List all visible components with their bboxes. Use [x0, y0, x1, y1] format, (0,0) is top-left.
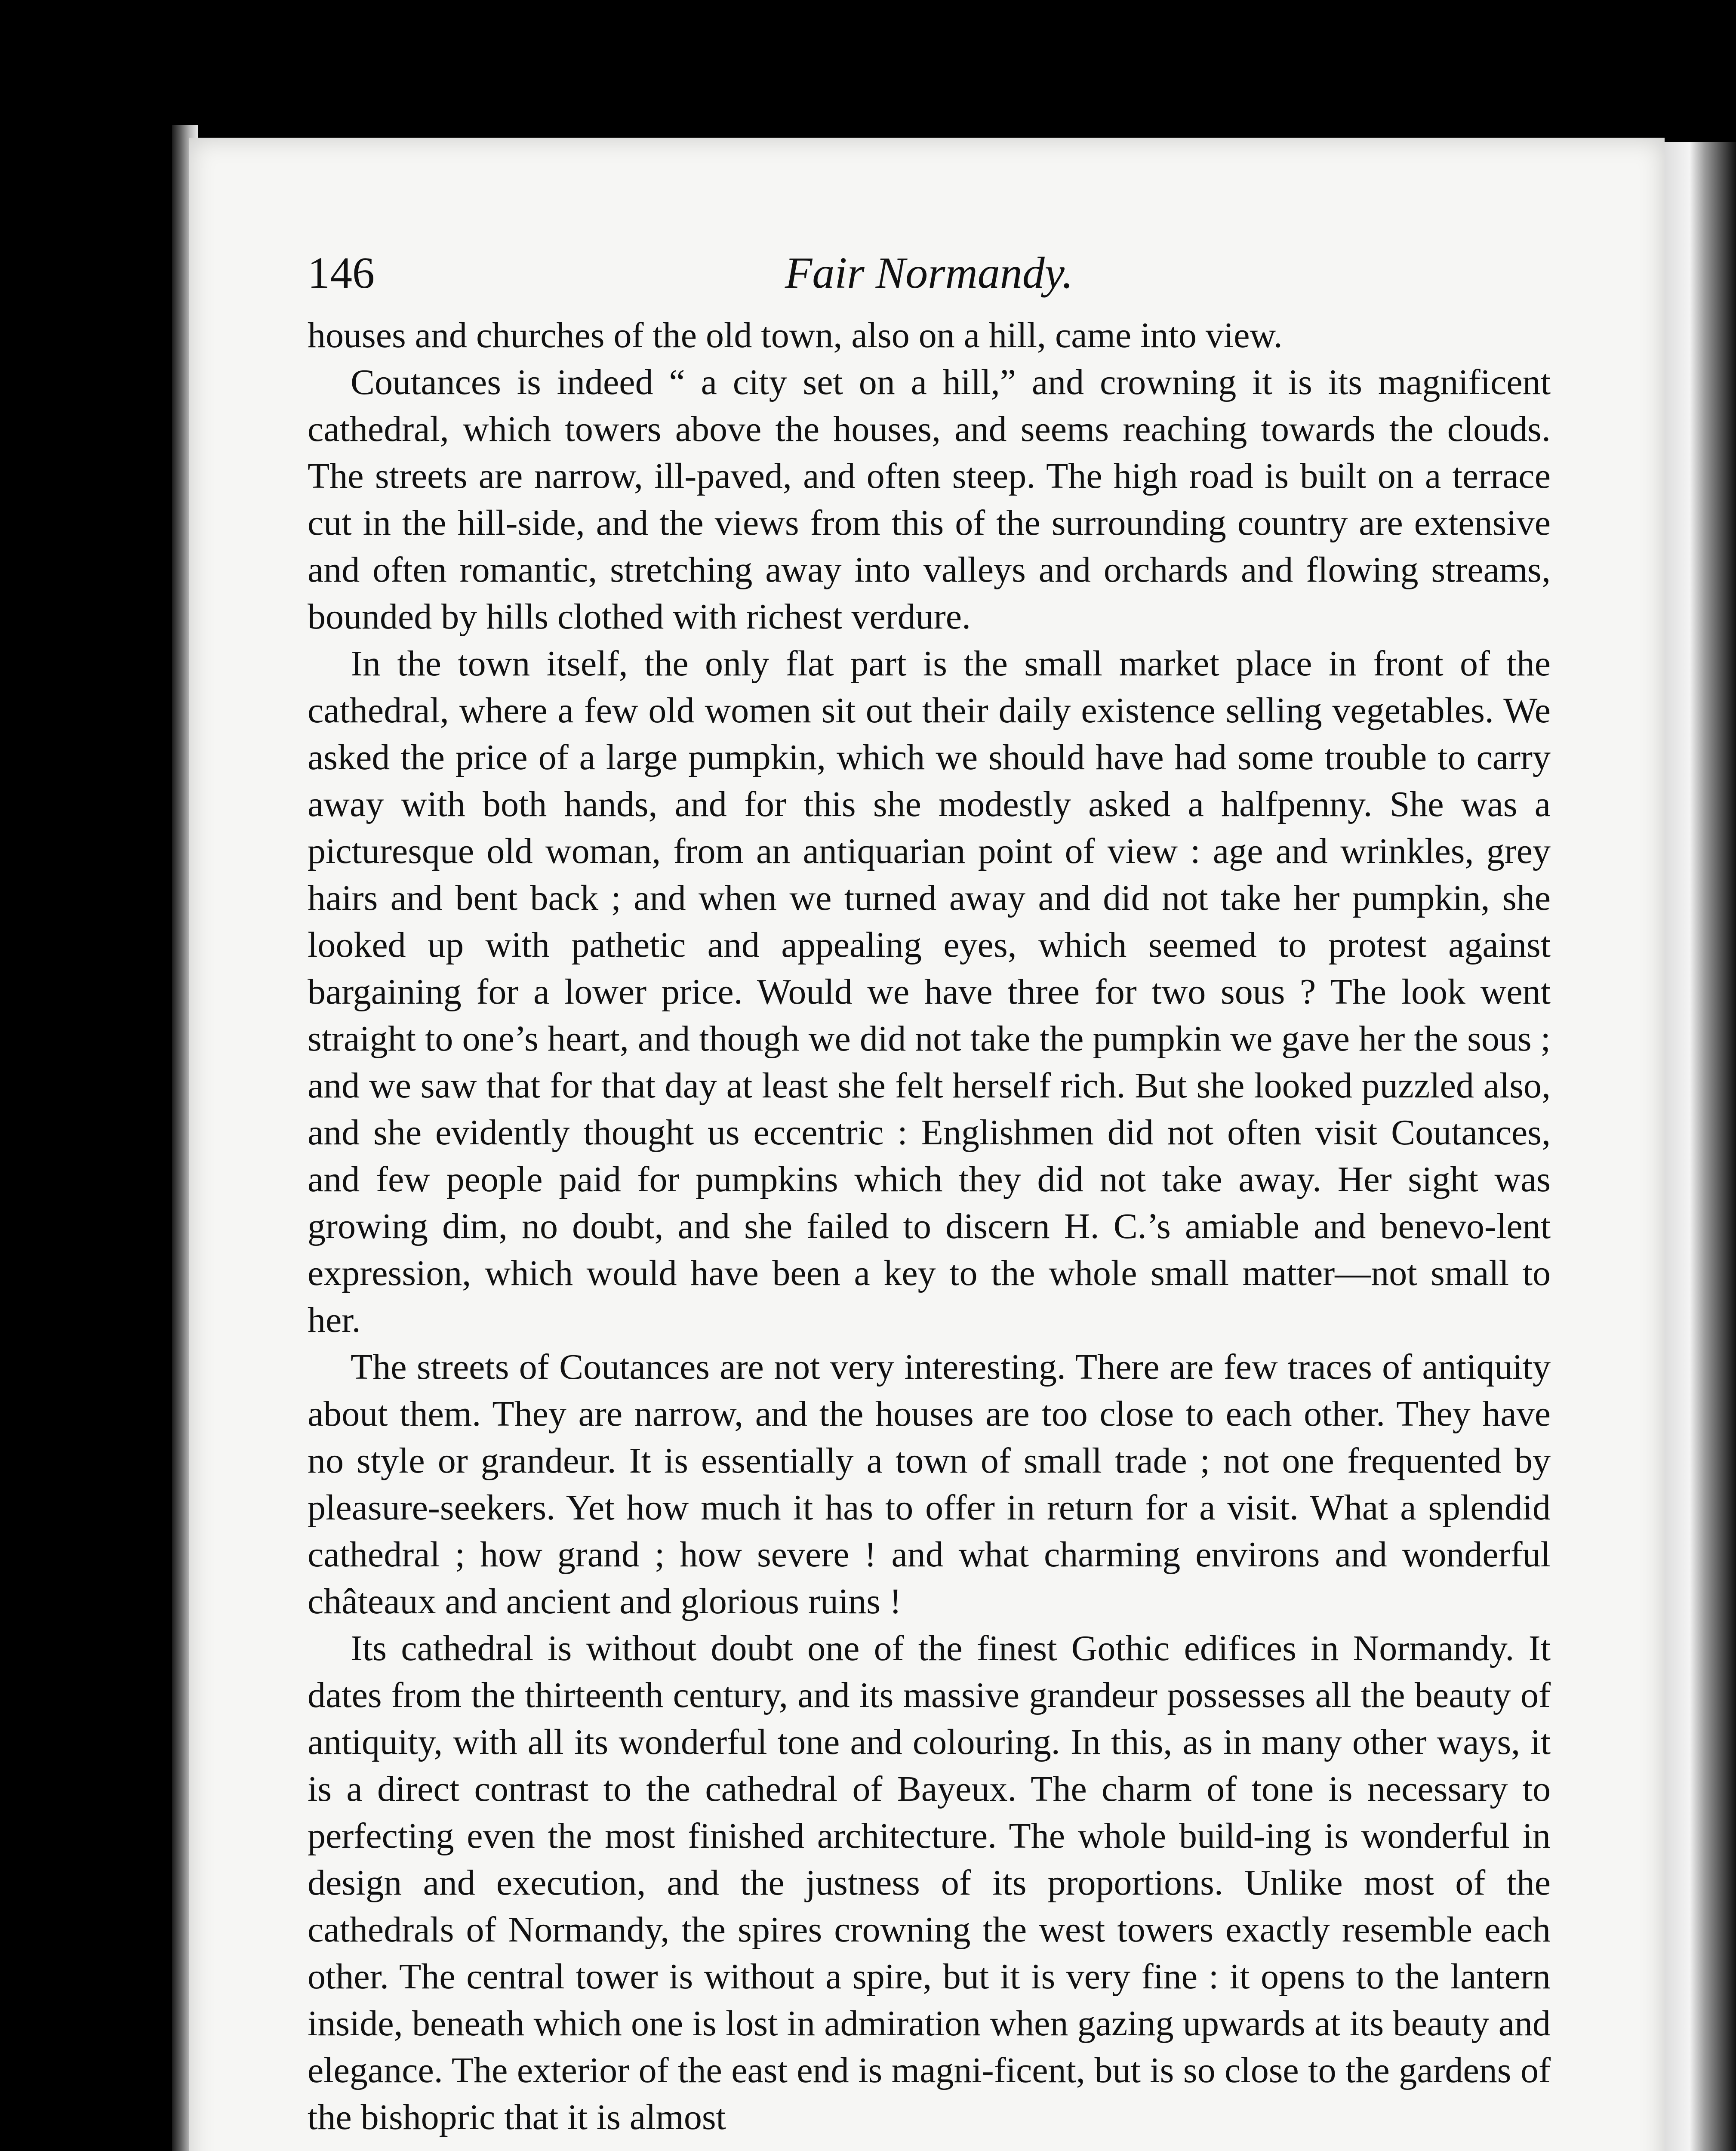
page-content: [308, 247, 1551, 2141]
page-header: [308, 247, 1551, 312]
body-text: [308, 312, 1551, 2141]
book-page: [189, 138, 1665, 2151]
page-number: 146: [308, 248, 375, 298]
paragraph-continuation: houses and churches of the old town, also on a hill, came into view.: [308, 315, 1283, 355]
adjacent-page-edge: [1659, 142, 1736, 2151]
paragraph: Its cathedral is without doubt one of the finest Gothic edifices in Normandy. It dates from the thirteenth century, and its massive grandeur possesses all the beauty of antiquity, with all its wonderful tone and colouring. In this, as in many other ways, it is a direct contrast to the cathedral of Bayeux. The charm of tone is necessary to perfecting even the most finished architecture. The whole build-ing is wonderful in design and execution, and the justness of its proportions. Unlike most of the cathedrals of Normandy, the spires crowning the west towers exactly resemble each other. The central tower is without a spire, but it is very fine : it opens to the lantern inside, beneath which one is lost in admiration when gazing upwards at its beauty and elegance. The exterior of the east end is magni-ficent, but is so close to the gardens of the bishopric that it is almost: [308, 1628, 1551, 2137]
paragraph: In the town itself, the only flat part is the small market place in front of the cathedral, where a few old women sit out their daily existence selling vegetables. We asked the price of a large pumpkin, which we should have had some trouble to carry away with both hands, and for this she modestly asked a halfpenny. She was a picturesque old woman, from an antiquarian point of view : age and wrinkles, grey hairs and bent back ; and when we turned away and did not take her pumpkin, she looked up with pathetic and appealing eyes, which seemed to protest against bargaining for a lower price. Would we have three for two sous ? The look went straight to one’s heart, and though we did not take the pumpkin we gave her the sous ; and we saw that for that day at least she felt herself rich. But she looked puzzled also, and she evidently thought us eccentric : Englishmen did not often visit Coutances, and few people paid for pumpkins which they did not take away. Her sight was growing dim, no doubt, and she failed to discern H. C.’s amiable and benevo-lent expression, which would have been a key to the whole small matter—not small to her.: [308, 644, 1551, 1340]
running-title: Fair Normandy.: [785, 248, 1074, 298]
paragraph: Coutances is indeed “ a city set on a hill,” and crowning it is its magnificent cathedral, which towers above the houses, and seems reaching towards the clouds. The streets are narrow, ill-paved, and often steep. The high road is built on a terrace cut in the hill-side, and the views from this of the surrounding country are extensive and often romantic, stretching away into valleys and orchards and flowing streams, bounded by hills clothed with richest verdure.: [308, 362, 1551, 637]
paragraph: The streets of Coutances are not very interesting. There are few traces of antiquity about them. They are narrow, and the houses are too close to each other. They have no style or grandeur. It is essentially a town of small trade ; not one frequented by pleasure-seekers. Yet how much it has to offer in return for a visit. What a splendid cathedral ; how grand ; how severe ! and what charming environs and wonderful châteaux and ancient and glorious ruins !: [308, 1347, 1551, 1621]
